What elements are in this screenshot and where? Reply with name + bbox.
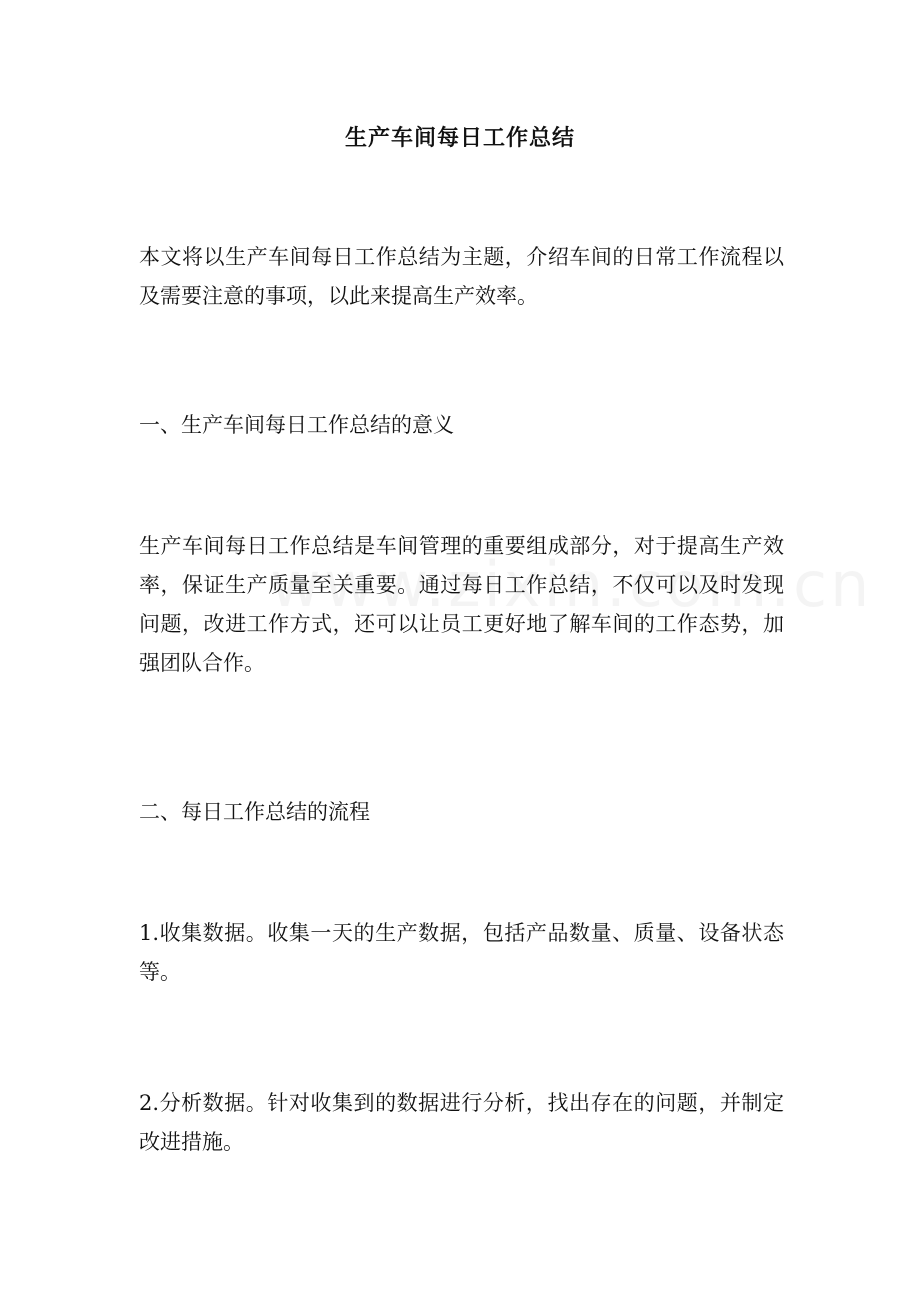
- step-1-paragraph: 1.收集数据。收集一天的生产数据，包括产品数量、质量、设备状态等。: [139, 921, 784, 984]
- step-2-paragraph: 2.分析数据。针对收集到的数据进行分析，找出存在的问题，并制定改进措施。: [139, 1091, 784, 1154]
- intro-paragraph: 本文将以生产车间每日工作总结为主题，介绍车间的日常工作流程以及需要注意的事项，以此来提高生产效率。: [139, 245, 784, 308]
- section-1-heading: 一、生产车间每日工作总结的意义: [139, 413, 454, 437]
- section-2-heading: 二、每日工作总结的流程: [139, 800, 370, 824]
- section-1-body: 生产车间每日工作总结是车间管理的重要组成部分，对于提高生产效率，保证生产质量至关重要。通过每日工作总结，不仅可以及时发现问题，改进工作方式，还可以让员工更好地了解车间的工作态势，加强团队合作。: [139, 534, 784, 675]
- document-title: 生产车间每日工作总结: [344, 125, 575, 151]
